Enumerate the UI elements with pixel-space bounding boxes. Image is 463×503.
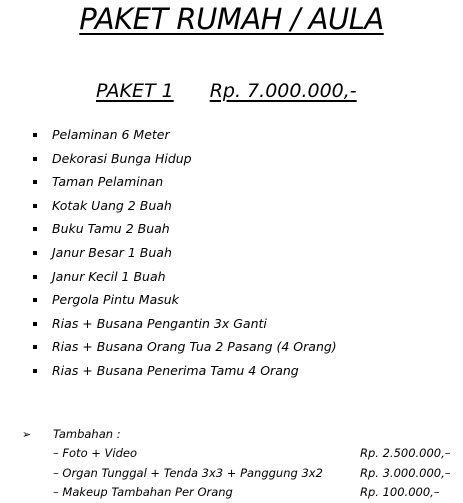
square-bullet-icon bbox=[33, 133, 37, 137]
extras-label: Tambahan : bbox=[53, 427, 121, 441]
list-item-text: Janur Kecil 1 Buah bbox=[52, 268, 166, 284]
square-bullet-icon bbox=[33, 157, 37, 161]
list-item bbox=[0, 217, 337, 241]
arrow-bullet-icon: ➢ bbox=[22, 428, 32, 441]
list-item-text: Buku Tamu 2 Buah bbox=[52, 221, 170, 237]
list-item bbox=[0, 123, 337, 147]
list-item bbox=[0, 147, 337, 171]
list-item-text: Taman Pelaminan bbox=[52, 174, 164, 190]
square-bullet-icon bbox=[33, 369, 37, 373]
extra-row bbox=[0, 444, 463, 464]
package-name: PAKET 1 bbox=[96, 80, 174, 102]
extras-rows bbox=[0, 444, 463, 503]
list-item bbox=[0, 265, 337, 289]
extra-name: – Organ Tunggal + Tenda 3x3 + Panggung 3x2 bbox=[53, 465, 323, 480]
extra-name: – Makeup Tambahan Per Orang bbox=[53, 485, 233, 499]
package-heading bbox=[96, 80, 357, 102]
square-bullet-icon bbox=[33, 275, 37, 279]
list-item-text: Kotak Uang 2 Buah bbox=[52, 197, 172, 213]
square-bullet-icon bbox=[33, 322, 37, 326]
list-item bbox=[0, 312, 337, 336]
extras-section bbox=[0, 425, 463, 503]
square-bullet-icon bbox=[33, 204, 37, 208]
square-bullet-icon bbox=[33, 345, 37, 349]
square-bullet-icon bbox=[33, 180, 37, 184]
square-bullet-icon bbox=[33, 227, 37, 231]
list-item-text: Dekorasi Bunga Hidup bbox=[52, 150, 192, 166]
extra-price: Rp. 3.000.000,– bbox=[360, 465, 451, 480]
package-price: Rp. 7.000.000,- bbox=[209, 80, 357, 102]
square-bullet-icon bbox=[33, 251, 37, 255]
extra-price: Rp. 100.000,– bbox=[360, 485, 440, 499]
extra-price: Rp. 2.500.000,– bbox=[360, 446, 451, 460]
list-item-text: Janur Besar 1 Buah bbox=[52, 244, 172, 260]
list-item-text: Pergola Pintu Masuk bbox=[52, 292, 179, 308]
list-item bbox=[0, 241, 337, 265]
extra-row bbox=[0, 483, 463, 503]
list-item bbox=[0, 288, 337, 312]
extra-row bbox=[0, 464, 463, 484]
package-items-list bbox=[0, 123, 337, 383]
list-item bbox=[0, 170, 337, 194]
list-item-text: Rias + Busana Orang Tua 2 Pasang (4 Orang) bbox=[52, 339, 337, 355]
page-title: PAKET RUMAH / AULA bbox=[79, 2, 384, 36]
list-item bbox=[0, 359, 337, 383]
list-item bbox=[0, 194, 337, 218]
list-item-text: Rias + Busana Pengantin 3x Ganti bbox=[52, 315, 267, 331]
list-item bbox=[0, 335, 337, 359]
square-bullet-icon bbox=[33, 298, 37, 302]
list-item-text: Pelaminan 6 Meter bbox=[52, 127, 170, 142]
extras-heading bbox=[0, 425, 463, 444]
list-item-text: Rias + Busana Penerima Tamu 4 Orang bbox=[52, 362, 299, 378]
extra-name: – Foto + Video bbox=[53, 446, 138, 460]
